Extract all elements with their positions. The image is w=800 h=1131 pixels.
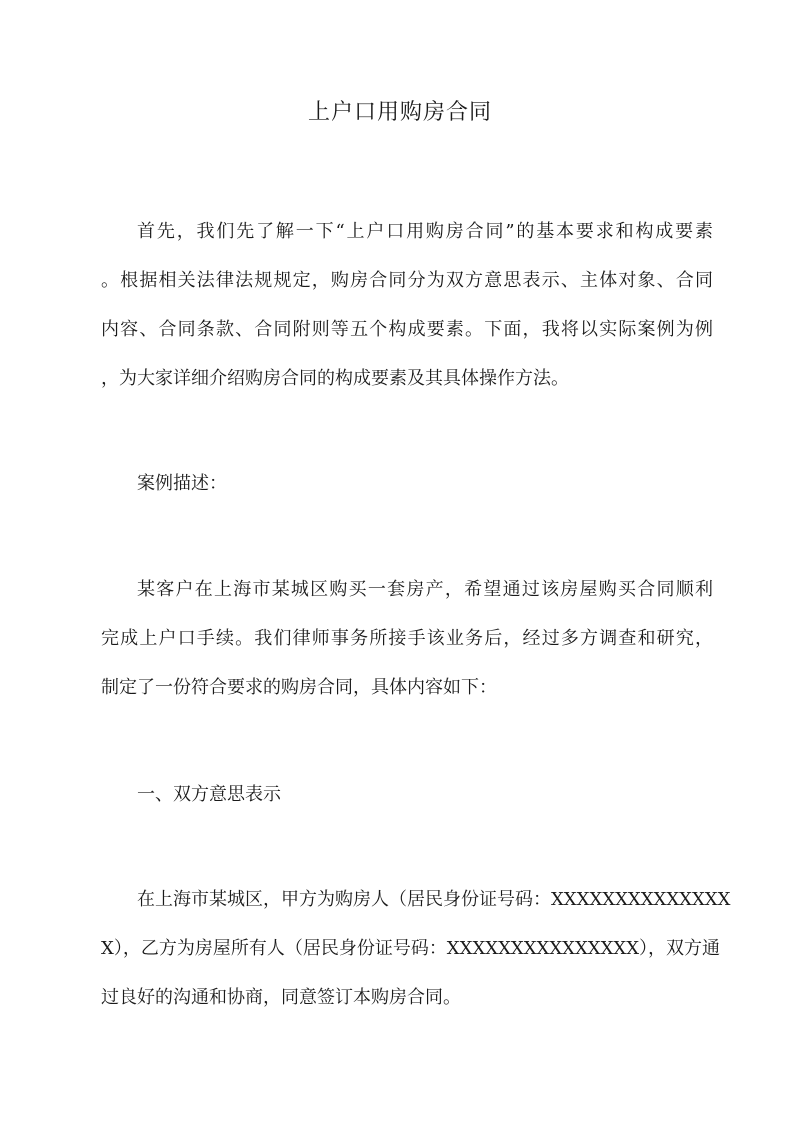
- case-paragraph: [101, 565, 713, 712]
- section1-line-3: 过良好的沟通和协商，同意签订本购房合同。: [101, 987, 461, 1008]
- intro-line-4: ，为大家详细介绍购房合同的构成要素及其具体操作方法。: [101, 368, 569, 389]
- section1-paragraph: [101, 875, 731, 1022]
- intro-line-2: 。根据相关法律法规规定，购房合同分为双方意思表示、主体对象、合同: [101, 270, 713, 291]
- intro-paragraph: [101, 207, 713, 403]
- intro-line-1: 首先，我们先了解一下“上户口用购房合同”的基本要求和构成要素: [137, 221, 713, 242]
- section1-heading: 一、双方意思表示: [137, 784, 281, 805]
- case-line-1: 某客户在上海市某城区购买一套房产，希望通过该房屋购买合同顺利: [137, 579, 713, 600]
- case-heading: 案例描述：: [137, 473, 227, 494]
- intro-line-3: 内容、合同条款、合同附则等五个构成要素。下面，我将以实际案例为例: [101, 319, 713, 340]
- case-line-3: 制定了一份符合要求的购房合同，具体内容如下：: [101, 677, 497, 698]
- document-title: 上户口用购房合同: [307, 100, 492, 125]
- section1-line-2: X），乙方为房屋所有人（居民身份证号码：XXXXXXXXXXXXXXX），双方通: [101, 938, 721, 959]
- section1-line-1: 在上海市某城区，甲方为购房人（居民身份证号码：XXXXXXXXXXXXXX: [137, 889, 731, 910]
- case-line-2: 完成上户口手续。我们律师事务所接手该业务后，经过多方调查和研究，: [101, 628, 713, 649]
